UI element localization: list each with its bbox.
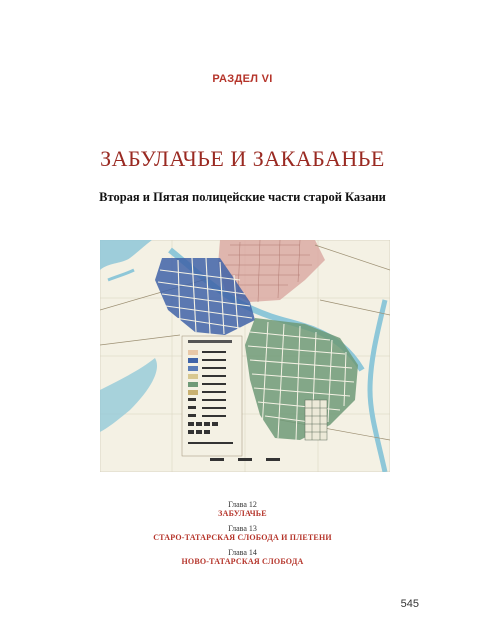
toc-chapter-number: Глава 12 [228,500,257,509]
toc-entry-14 [0,548,485,566]
toc-chapter-title: ЗАБУЛАЧЬЕ [218,509,267,518]
page-subtitle: Вторая и Пятая полицейские части старой Казани [99,190,386,204]
page-number: 545 [400,598,419,610]
toc-entry-12 [0,500,485,518]
toc-entry-13 [0,524,485,542]
toc-chapter-title: НОВО-ТАТАРСКАЯ СЛОБОДА [181,557,304,566]
toc-chapter-title: СТАРО-ТАТАРСКАЯ СЛОБОДА И ПЛЕТЕНИ [153,533,332,542]
historical-map [100,240,390,472]
section-label: РАЗДЕЛ VI [212,73,273,85]
toc-chapter-number: Глава 13 [228,524,257,533]
toc-chapter-number: Глава 14 [228,548,257,557]
page-title: ЗАБУЛАЧЬЕ И ЗАКАБАНЬЕ [100,146,385,171]
